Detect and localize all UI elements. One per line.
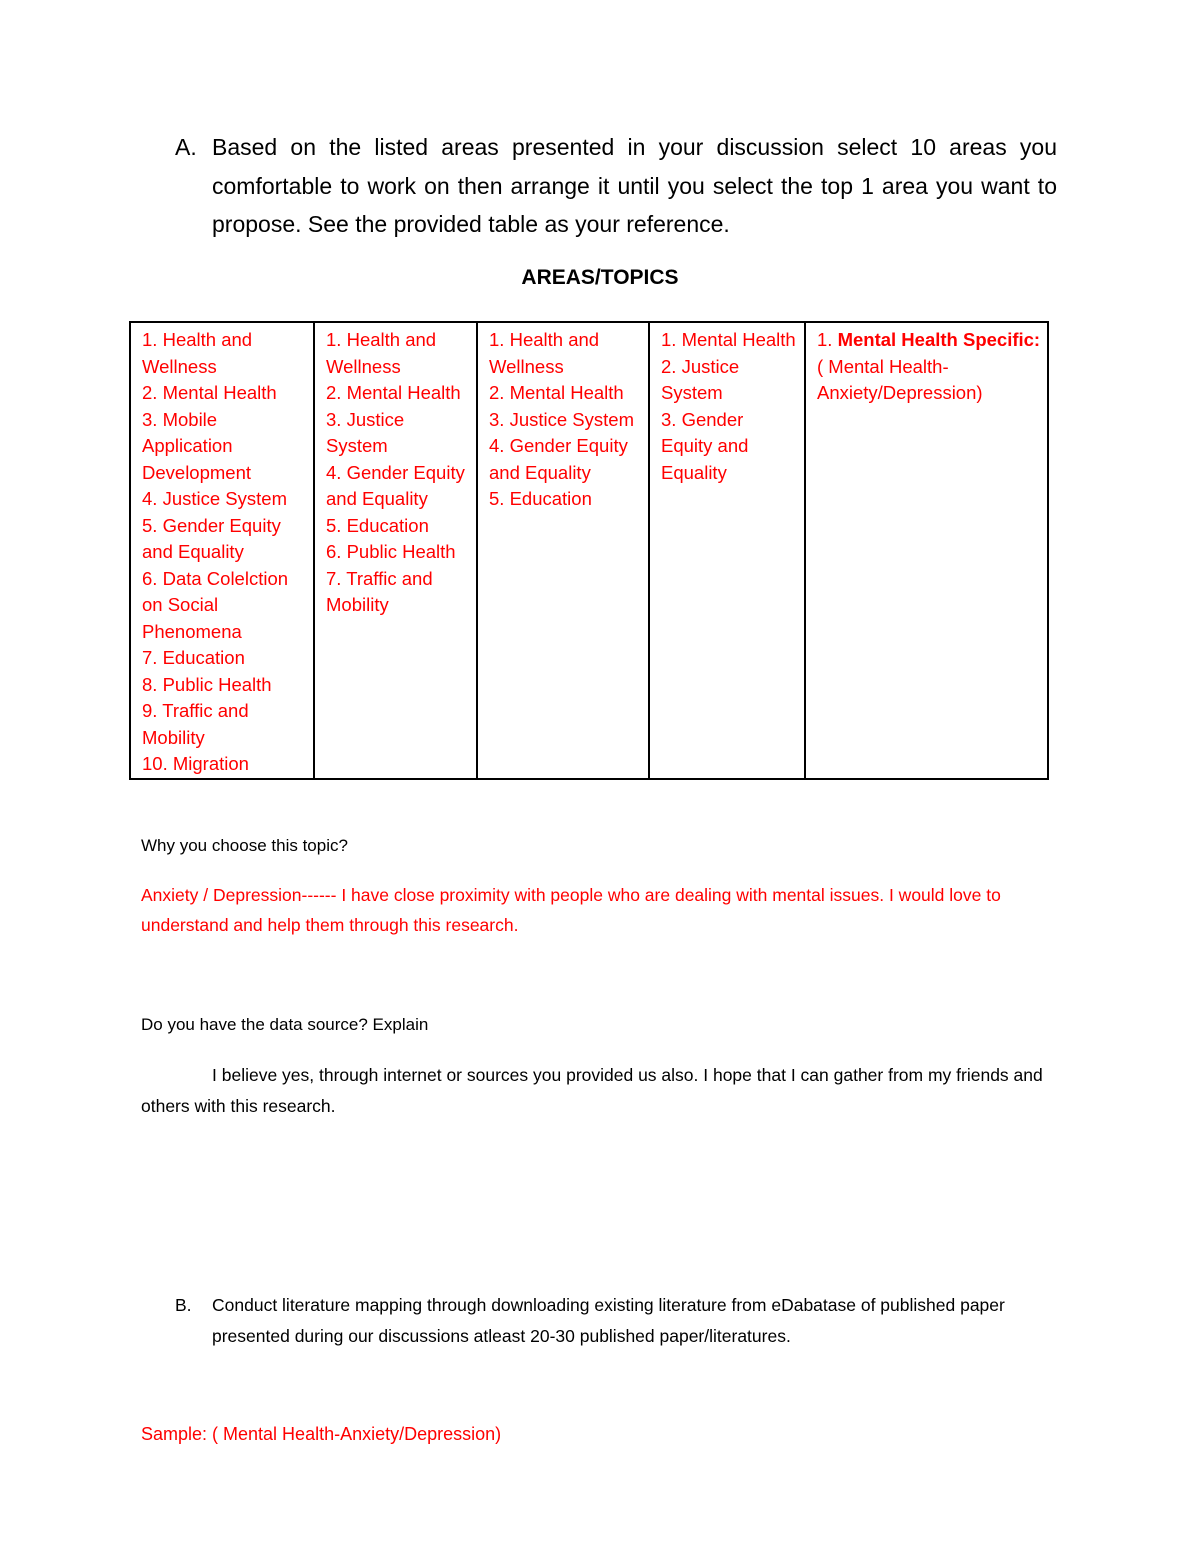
topic-number: 8. xyxy=(142,673,158,695)
topic-label: Data Colelction on Social Phenomena xyxy=(142,567,289,642)
topic-label: Education xyxy=(504,488,592,509)
topic-item xyxy=(142,513,307,566)
topic-number: 3. xyxy=(142,408,158,430)
topic-item xyxy=(142,327,307,380)
table-cell-col-5 xyxy=(805,322,1048,779)
topic-label: Health and Wellness xyxy=(142,329,253,377)
topic-label: Gender Equity and Equality xyxy=(142,514,281,562)
table-cell-col-1 xyxy=(130,322,314,779)
topic-number: 5. xyxy=(489,488,505,509)
topic-item xyxy=(142,751,307,778)
topic-number: 7. xyxy=(326,567,342,589)
section-b-instructions: Conduct literature mapping through downloading existing literature from eDabatase of published paper presented during our discussions atleast 20-30 published paper/literatures. xyxy=(212,1295,1005,1346)
topic-item xyxy=(661,354,798,407)
topic-label: Education xyxy=(157,647,245,668)
topic-item xyxy=(142,566,307,646)
topic-number: 10. xyxy=(142,753,168,774)
topic-item xyxy=(817,327,1041,354)
topic-number: 1. xyxy=(326,329,342,350)
table-cell-col-2 xyxy=(314,322,477,779)
topic-label: Traffic and Mobility xyxy=(142,700,249,748)
topic-item xyxy=(326,380,470,407)
topic-item xyxy=(489,380,642,407)
topic-number: 5. xyxy=(142,514,158,536)
topic-item xyxy=(142,486,307,513)
topic-number: 3. xyxy=(661,408,677,430)
topic-item xyxy=(142,672,307,699)
topic-number: 4. xyxy=(489,435,505,456)
topic-label: Health and Wellness xyxy=(489,329,600,377)
topic-item xyxy=(489,486,642,513)
topic-item xyxy=(326,539,470,566)
topic-item xyxy=(817,354,1041,407)
sample-line: Sample: ( Mental Health-Anxiety/Depression) xyxy=(141,1424,502,1444)
topic-label: Migration xyxy=(167,753,249,774)
topic-label: Public Health xyxy=(157,673,272,695)
table-title: AREAS/TOPICS xyxy=(521,266,679,289)
topic-item xyxy=(489,407,642,434)
question-why-topic: Why you choose this topic? xyxy=(141,836,348,855)
topic-label: Public Health xyxy=(341,541,456,562)
topic-number: 3. xyxy=(326,408,342,430)
areas-topics-table xyxy=(129,321,1049,780)
topic-label: ( Mental Health-Anxiety/Depression) xyxy=(817,355,983,403)
topic-item xyxy=(489,433,642,486)
topic-label: Mobile Application Development xyxy=(142,408,252,483)
topic-label: Justice System xyxy=(661,355,740,403)
topic-label: Health and Wellness xyxy=(326,329,437,377)
topic-label: Justice System xyxy=(504,408,634,430)
topic-label: Justice System xyxy=(326,408,405,456)
topic-number: 2. xyxy=(489,382,505,403)
topic-number: 2. xyxy=(661,355,677,377)
topic-label: Gender Equity and Equality xyxy=(489,435,628,483)
topic-number: 9. xyxy=(142,700,158,721)
topic-number: 6. xyxy=(142,567,158,589)
table-cell-col-4 xyxy=(649,322,805,779)
section-a-marker: A. xyxy=(175,134,197,160)
topic-number: 1. xyxy=(142,329,158,350)
topic-item xyxy=(326,327,470,380)
topic-label: Mental Health xyxy=(157,382,277,403)
topic-label: Traffic and Mobility xyxy=(326,567,433,615)
topic-item xyxy=(326,407,470,460)
topic-number: 1. xyxy=(817,329,833,350)
topic-label: Mental Health xyxy=(341,382,461,403)
topic-number: 1. xyxy=(661,329,677,350)
question-data-source: Do you have the data source? Explain xyxy=(141,1015,429,1034)
table-cell-col-3 xyxy=(477,322,649,779)
topic-number: 5. xyxy=(326,514,342,536)
topic-label: Mental Health xyxy=(676,329,796,350)
topic-number: 1. xyxy=(489,329,505,350)
topic-number: 3. xyxy=(489,408,505,430)
topic-label: Mental Health xyxy=(504,382,624,403)
topic-number: 2. xyxy=(142,382,158,403)
answer-data-source: I believe yes, through internet or sources you provided us also. I hope that I can gather from my friends and others with this research. xyxy=(141,1065,1043,1116)
section-b-marker: B. xyxy=(175,1295,192,1315)
topic-number: 4. xyxy=(142,488,158,509)
topic-item xyxy=(142,698,307,751)
topic-item xyxy=(142,645,307,672)
table-row xyxy=(130,322,1048,779)
topic-item xyxy=(661,327,798,354)
topic-item xyxy=(142,407,307,487)
topic-item xyxy=(326,460,470,513)
answer-why-topic: Anxiety / Depression------ I have close proximity with people who are dealing with mental issues. I would love to understand and help them through this research. xyxy=(141,885,1001,935)
topic-label: Gender Equity and Equality xyxy=(326,461,465,509)
topic-item xyxy=(326,513,470,540)
topic-item xyxy=(661,407,798,487)
topic-label: Justice System xyxy=(157,488,287,509)
topic-number: 2. xyxy=(326,382,342,403)
topic-number: 4. xyxy=(326,461,342,483)
section-a-instructions: Based on the listed areas presented in your discussion select 10 areas you comfortable to work on then arrange it until you select the top 1 area you want to propose. See the provided table as your reference. xyxy=(212,134,1057,237)
topic-label: Mental Health Specific: xyxy=(832,329,1041,350)
topic-item xyxy=(489,327,642,380)
topic-number: 6. xyxy=(326,541,342,562)
topic-label: Gender Equity and Equality xyxy=(661,408,749,483)
topic-number: 7. xyxy=(142,647,158,668)
topic-label: Education xyxy=(341,514,429,536)
topic-item xyxy=(142,380,307,407)
topic-item xyxy=(326,566,470,619)
